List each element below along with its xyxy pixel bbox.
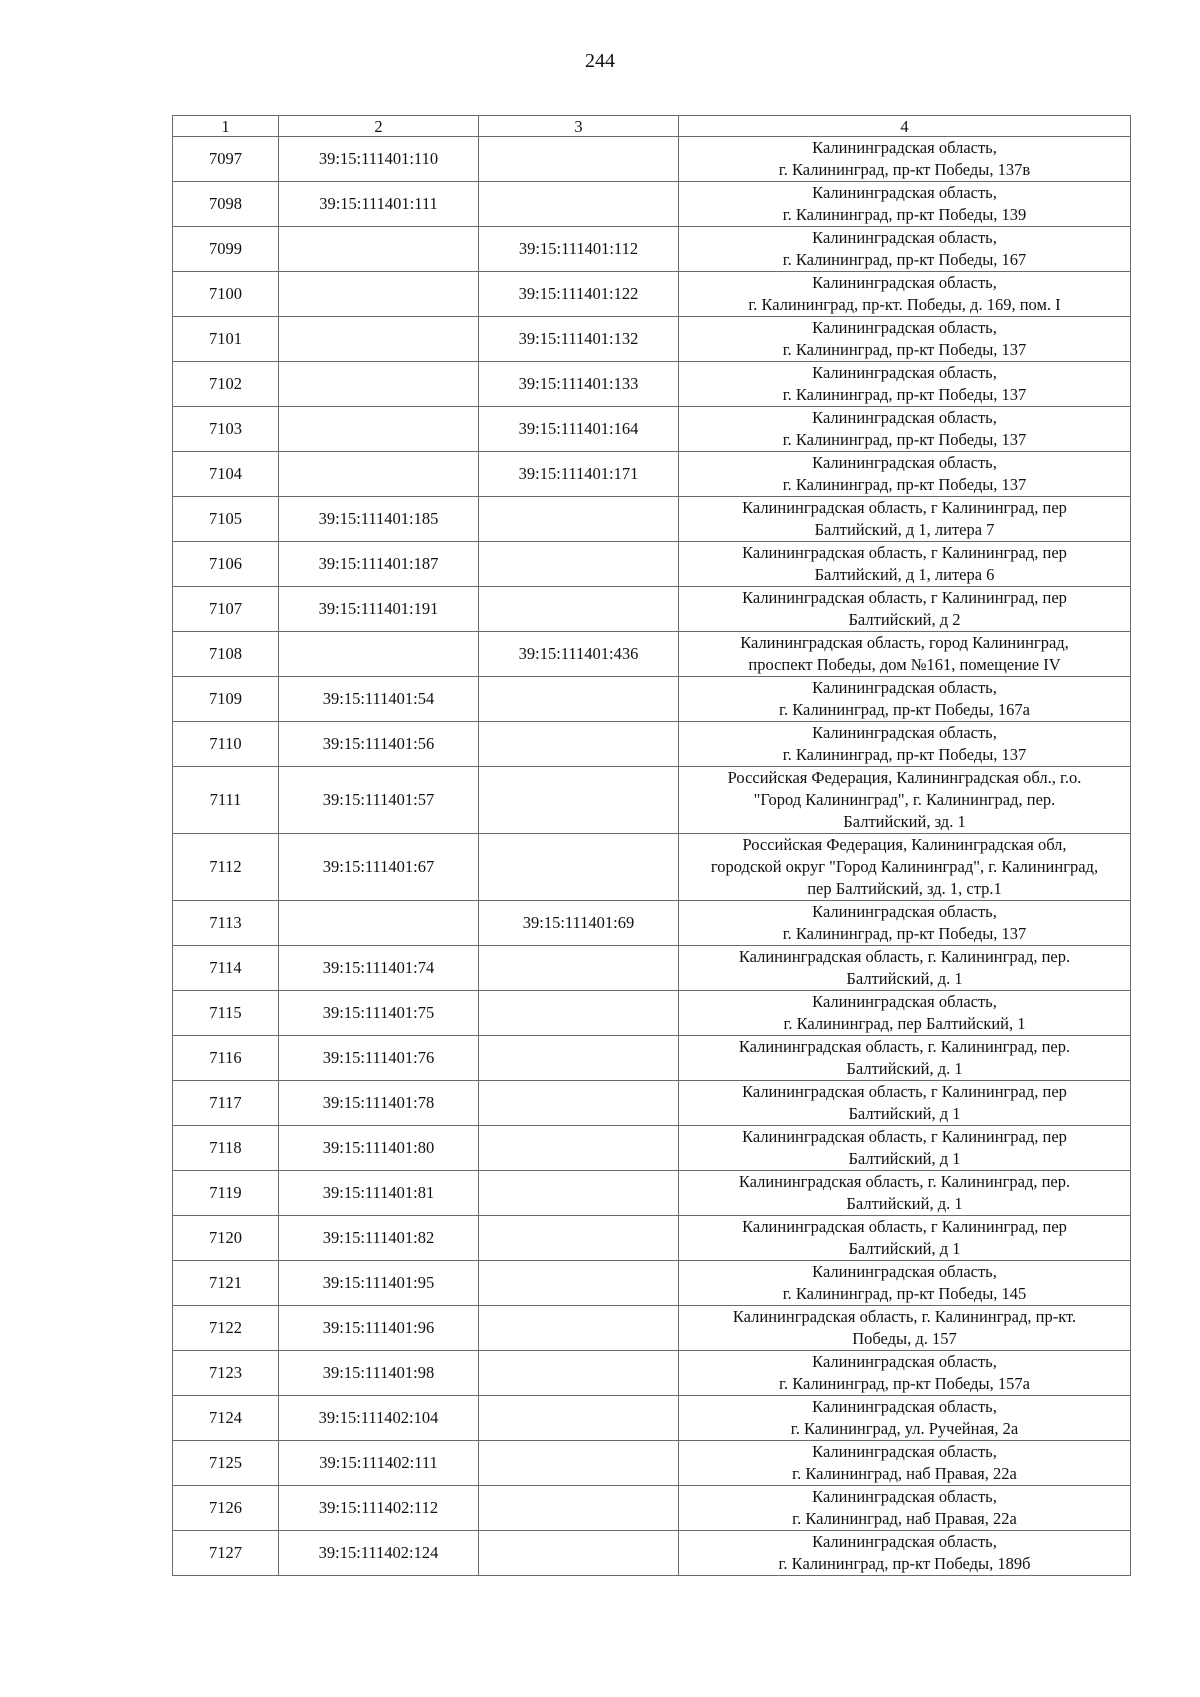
address-cell (679, 452, 1131, 497)
cadastral-number-cell: 39:15:111401:80 (279, 1126, 479, 1171)
address-cell (679, 1036, 1131, 1081)
cadastral-number-alt-cell: 39:15:111401:132 (479, 317, 679, 362)
row-number-cell: 7127 (173, 1531, 279, 1576)
header-col-2: 2 (279, 116, 479, 137)
address-cell (679, 1081, 1131, 1126)
address-line: Калининградская область, (812, 1532, 997, 1551)
table-row (173, 1081, 1131, 1126)
cadastral-number-cell: 39:15:111402:111 (279, 1441, 479, 1486)
registry-table (172, 115, 1131, 1576)
cadastral-number-alt-cell: 39:15:111401:436 (479, 632, 679, 677)
address-line: Калининградская область, (812, 1262, 997, 1281)
cadastral-number-cell: 39:15:111401:56 (279, 722, 479, 767)
address-cell (679, 946, 1131, 991)
cadastral-number-alt-cell (479, 767, 679, 834)
address-line: Калининградская область, (812, 453, 997, 472)
address-line: г. Калининград, наб Правая, 22а (792, 1509, 1017, 1528)
cadastral-number-cell: 39:15:111401:74 (279, 946, 479, 991)
address-line: Балтийский, д 1, литера 6 (814, 565, 995, 584)
table-row (173, 1216, 1131, 1261)
address-cell (679, 677, 1131, 722)
cadastral-number-cell: 39:15:111401:185 (279, 497, 479, 542)
row-number-cell: 7099 (173, 227, 279, 272)
address-line: Калининградская область, (812, 992, 997, 1011)
table-row (173, 1036, 1131, 1081)
address-line: г. Калининград, пр-кт Победы, 167 (782, 250, 1027, 269)
cadastral-number-alt-cell: 39:15:111401:133 (479, 362, 679, 407)
cadastral-number-alt-cell (479, 991, 679, 1036)
row-number-cell: 7115 (173, 991, 279, 1036)
address-line: Калининградская область, (812, 363, 997, 382)
row-number-cell: 7125 (173, 1441, 279, 1486)
address-line: Калининградская область, (812, 902, 997, 921)
cadastral-number-cell: 39:15:111402:124 (279, 1531, 479, 1576)
address-line: Калининградская область, (812, 1352, 997, 1371)
row-number-cell: 7108 (173, 632, 279, 677)
cadastral-number-cell: 39:15:111401:98 (279, 1351, 479, 1396)
address-line: Балтийский, д. 1 (846, 1059, 963, 1078)
row-number-cell: 7121 (173, 1261, 279, 1306)
row-number-cell: 7102 (173, 362, 279, 407)
row-number-cell: 7103 (173, 407, 279, 452)
row-number-cell: 7101 (173, 317, 279, 362)
row-number-cell: 7114 (173, 946, 279, 991)
cadastral-number-cell: 39:15:111401:57 (279, 767, 479, 834)
row-number-cell: 7111 (173, 767, 279, 834)
address-line: "Город Калининград", г. Калининград, пер. (753, 790, 1056, 809)
cadastral-number-cell (279, 272, 479, 317)
header-col-3: 3 (479, 116, 679, 137)
table-row (173, 587, 1131, 632)
address-line: Калининградская область, г. Калининград, пр-кт. (732, 1307, 1077, 1326)
cadastral-number-alt-cell (479, 1261, 679, 1306)
table-row (173, 542, 1131, 587)
address-cell (679, 901, 1131, 946)
cadastral-number-cell (279, 452, 479, 497)
address-cell (679, 542, 1131, 587)
row-number-cell: 7118 (173, 1126, 279, 1171)
address-cell (679, 272, 1131, 317)
row-number-cell: 7105 (173, 497, 279, 542)
cadastral-number-alt-cell (479, 1126, 679, 1171)
table-row (173, 362, 1131, 407)
table-row (173, 1396, 1131, 1441)
address-line: г. Калининград, пр-кт Победы, 145 (782, 1284, 1027, 1303)
address-line: г. Калининград, пр-кт Победы, 139 (782, 205, 1027, 224)
address-cell (679, 1396, 1131, 1441)
cadastral-number-cell (279, 362, 479, 407)
table-row (173, 1531, 1131, 1576)
table-row (173, 182, 1131, 227)
address-line: Калининградская область, г Калининград, пер (742, 1082, 1067, 1101)
cadastral-number-alt-cell: 39:15:111401:122 (479, 272, 679, 317)
cadastral-number-alt-cell (479, 834, 679, 901)
address-line: Российская Федерация, Калининградская обл., г.о. (727, 768, 1082, 787)
table-row (173, 1351, 1131, 1396)
address-line: Калининградская область, г Калининград, пер (742, 1127, 1067, 1146)
cadastral-number-cell: 39:15:111401:95 (279, 1261, 479, 1306)
cadastral-number-cell: 39:15:111401:191 (279, 587, 479, 632)
cadastral-number-alt-cell (479, 1216, 679, 1261)
address-line: городской округ "Город Калининград", г. Калининград, (710, 857, 1099, 876)
address-line: г. Калининград, пер Балтийский, 1 (783, 1014, 1026, 1033)
address-line: Калининградская область, г. Калининград, пер. (738, 1037, 1071, 1056)
cadastral-number-alt-cell (479, 946, 679, 991)
table-row (173, 1126, 1131, 1171)
address-line: Балтийский, д. 1 (846, 969, 963, 988)
address-cell (679, 317, 1131, 362)
table-row (173, 946, 1131, 991)
address-line: Калининградская область, (812, 228, 997, 247)
address-line: г. Калининград, пр-кт Победы, 137 (782, 745, 1027, 764)
address-line: Калининградская область, г Калининград, пер (742, 588, 1067, 607)
cadastral-number-cell: 39:15:111401:76 (279, 1036, 479, 1081)
table-row (173, 227, 1131, 272)
address-line: Калининградская область, (812, 318, 997, 337)
cadastral-number-cell (279, 901, 479, 946)
address-line: Балтийский, д 1 (848, 1104, 961, 1123)
address-cell (679, 722, 1131, 767)
address-line: г. Калининград, пр-кт Победы, 137 (782, 385, 1027, 404)
row-number-cell: 7122 (173, 1306, 279, 1351)
address-line: Калининградская область, (812, 678, 997, 697)
cadastral-number-alt-cell (479, 677, 679, 722)
cadastral-number-alt-cell (479, 1171, 679, 1216)
address-line: г. Калининград, пр-кт Победы, 137 (782, 475, 1027, 494)
address-cell (679, 1126, 1131, 1171)
row-number-cell: 7116 (173, 1036, 279, 1081)
address-line: Балтийский, зд. 1 (843, 812, 966, 831)
page-number: 244 (585, 50, 615, 72)
row-number-cell: 7124 (173, 1396, 279, 1441)
row-number-cell: 7106 (173, 542, 279, 587)
address-line: г. Калининград, ул. Ручейная, 2а (790, 1419, 1019, 1438)
cadastral-number-alt-cell (479, 1351, 679, 1396)
address-cell (679, 767, 1131, 834)
address-cell (679, 587, 1131, 632)
table-row (173, 497, 1131, 542)
row-number-cell: 7097 (173, 137, 279, 182)
address-cell (679, 137, 1131, 182)
cadastral-number-alt-cell: 39:15:111401:112 (479, 227, 679, 272)
address-line: г. Калининград, пр-кт Победы, 137 (782, 340, 1027, 359)
address-cell (679, 1216, 1131, 1261)
address-line: Российская Федерация, Калининградская обл, (742, 835, 1067, 854)
address-line: г. Калининград, пр-кт Победы, 167а (779, 700, 1030, 719)
table-row (173, 834, 1131, 901)
address-line: г. Калининград, наб Правая, 22а (792, 1464, 1017, 1483)
cadastral-number-cell: 39:15:111401:75 (279, 991, 479, 1036)
row-number-cell: 7098 (173, 182, 279, 227)
cadastral-number-cell: 39:15:111401:111 (279, 182, 479, 227)
table-row (173, 317, 1131, 362)
address-cell (679, 227, 1131, 272)
cadastral-number-alt-cell: 39:15:111401:164 (479, 407, 679, 452)
address-line: г. Калининград, пр-кт Победы, 137 (782, 430, 1027, 449)
address-cell (679, 834, 1131, 901)
address-line: Балтийский, д 1, литера 7 (814, 520, 995, 539)
row-number-cell: 7100 (173, 272, 279, 317)
cadastral-number-cell (279, 407, 479, 452)
cadastral-number-alt-cell (479, 1306, 679, 1351)
address-line: г. Калининград, пр-кт. Победы, д. 169, пом. I (748, 295, 1061, 314)
address-cell (679, 632, 1131, 677)
address-line: г. Калининград, пр-кт Победы, 137в (778, 160, 1031, 179)
address-line: Балтийский, д 2 (848, 610, 961, 629)
address-line: г. Калининград, пр-кт Победы, 137 (782, 924, 1027, 943)
address-cell (679, 1531, 1131, 1576)
cadastral-number-alt-cell: 39:15:111401:171 (479, 452, 679, 497)
table-row (173, 1261, 1131, 1306)
address-line: Балтийский, д 1 (848, 1239, 961, 1258)
row-number-cell: 7126 (173, 1486, 279, 1531)
table-row (173, 137, 1131, 182)
row-number-cell: 7107 (173, 587, 279, 632)
cadastral-number-alt-cell (479, 137, 679, 182)
header-col-4: 4 (679, 116, 1131, 137)
address-cell (679, 1171, 1131, 1216)
cadastral-number-alt-cell (479, 587, 679, 632)
cadastral-number-cell: 39:15:111401:187 (279, 542, 479, 587)
address-line: Балтийский, д 1 (848, 1149, 961, 1168)
address-cell (679, 362, 1131, 407)
cadastral-number-alt-cell (479, 722, 679, 767)
address-line: Калининградская область, (812, 1487, 997, 1506)
cadastral-number-alt-cell (479, 1036, 679, 1081)
header-row (173, 116, 1131, 137)
address-line: пер Балтийский, зд. 1, стр.1 (807, 879, 1002, 898)
cadastral-number-cell: 39:15:111401:78 (279, 1081, 479, 1126)
address-line: Победы, д. 157 (852, 1329, 957, 1348)
address-line: Калининградская область, г Калининград, пер (742, 498, 1067, 517)
header-col-1: 1 (173, 116, 279, 137)
address-line: г. Калининград, пр-кт Победы, 157а (779, 1374, 1030, 1393)
address-line: Калининградская область, город Калининград, (740, 633, 1069, 652)
address-cell (679, 1261, 1131, 1306)
table-row (173, 1171, 1131, 1216)
cadastral-number-alt-cell (479, 1486, 679, 1531)
address-cell (679, 991, 1131, 1036)
cadastral-number-alt-cell: 39:15:111401:69 (479, 901, 679, 946)
table-row (173, 452, 1131, 497)
cadastral-number-cell: 39:15:111401:96 (279, 1306, 479, 1351)
table-row (173, 1306, 1131, 1351)
row-number-cell: 7110 (173, 722, 279, 767)
table-row (173, 677, 1131, 722)
address-line: Калининградская область, (812, 723, 997, 742)
cadastral-number-cell: 39:15:111402:104 (279, 1396, 479, 1441)
address-line: Калининградская область, г. Калининград, пер. (738, 1172, 1071, 1191)
cadastral-number-cell: 39:15:111401:82 (279, 1216, 479, 1261)
row-number-cell: 7104 (173, 452, 279, 497)
table-header (173, 116, 1131, 137)
address-cell (679, 1306, 1131, 1351)
cadastral-number-cell: 39:15:111401:54 (279, 677, 479, 722)
address-cell (679, 407, 1131, 452)
address-line: Калининградская область, (812, 183, 997, 202)
address-cell (679, 1441, 1131, 1486)
address-cell (679, 1351, 1131, 1396)
cadastral-number-cell: 39:15:111401:81 (279, 1171, 479, 1216)
table-row (173, 1441, 1131, 1486)
row-number-cell: 7117 (173, 1081, 279, 1126)
cadastral-number-alt-cell (479, 542, 679, 587)
address-line: Калининградская область, г Калининград, пер (742, 543, 1067, 562)
address-cell (679, 1486, 1131, 1531)
table-row (173, 407, 1131, 452)
cadastral-number-alt-cell (479, 1531, 679, 1576)
cadastral-number-cell: 39:15:111402:112 (279, 1486, 479, 1531)
row-number-cell: 7123 (173, 1351, 279, 1396)
address-line: Калининградская область, г Калининград, пер (742, 1217, 1067, 1236)
cadastral-number-alt-cell (479, 1441, 679, 1486)
cadastral-number-cell (279, 227, 479, 272)
table-row (173, 1486, 1131, 1531)
table-row (173, 767, 1131, 834)
table-body (173, 137, 1131, 1576)
cadastral-number-cell (279, 632, 479, 677)
address-line: Калининградская область, (812, 138, 997, 157)
cadastral-number-alt-cell (479, 1081, 679, 1126)
address-line: проспект Победы, дом №161, помещение IV (748, 655, 1061, 674)
table-row (173, 901, 1131, 946)
address-line: Калининградская область, (812, 1442, 997, 1461)
table-row (173, 722, 1131, 767)
table-row (173, 632, 1131, 677)
row-number-cell: 7113 (173, 901, 279, 946)
address-line: Балтийский, д. 1 (846, 1194, 963, 1213)
row-number-cell: 7109 (173, 677, 279, 722)
cadastral-number-alt-cell (479, 497, 679, 542)
cadastral-number-cell (279, 317, 479, 362)
table-row (173, 272, 1131, 317)
address-cell (679, 182, 1131, 227)
address-cell (679, 497, 1131, 542)
address-line: г. Калининград, пр-кт Победы, 189б (778, 1554, 1031, 1573)
cadastral-number-alt-cell (479, 1396, 679, 1441)
row-number-cell: 7120 (173, 1216, 279, 1261)
address-line: Калининградская область, (812, 1397, 997, 1416)
row-number-cell: 7119 (173, 1171, 279, 1216)
row-number-cell: 7112 (173, 834, 279, 901)
table-row (173, 991, 1131, 1036)
address-line: Калининградская область, (812, 273, 997, 292)
cadastral-number-alt-cell (479, 182, 679, 227)
address-line: Калининградская область, (812, 408, 997, 427)
cadastral-number-cell: 39:15:111401:110 (279, 137, 479, 182)
address-line: Калининградская область, г. Калининград, пер. (738, 947, 1071, 966)
cadastral-number-cell: 39:15:111401:67 (279, 834, 479, 901)
